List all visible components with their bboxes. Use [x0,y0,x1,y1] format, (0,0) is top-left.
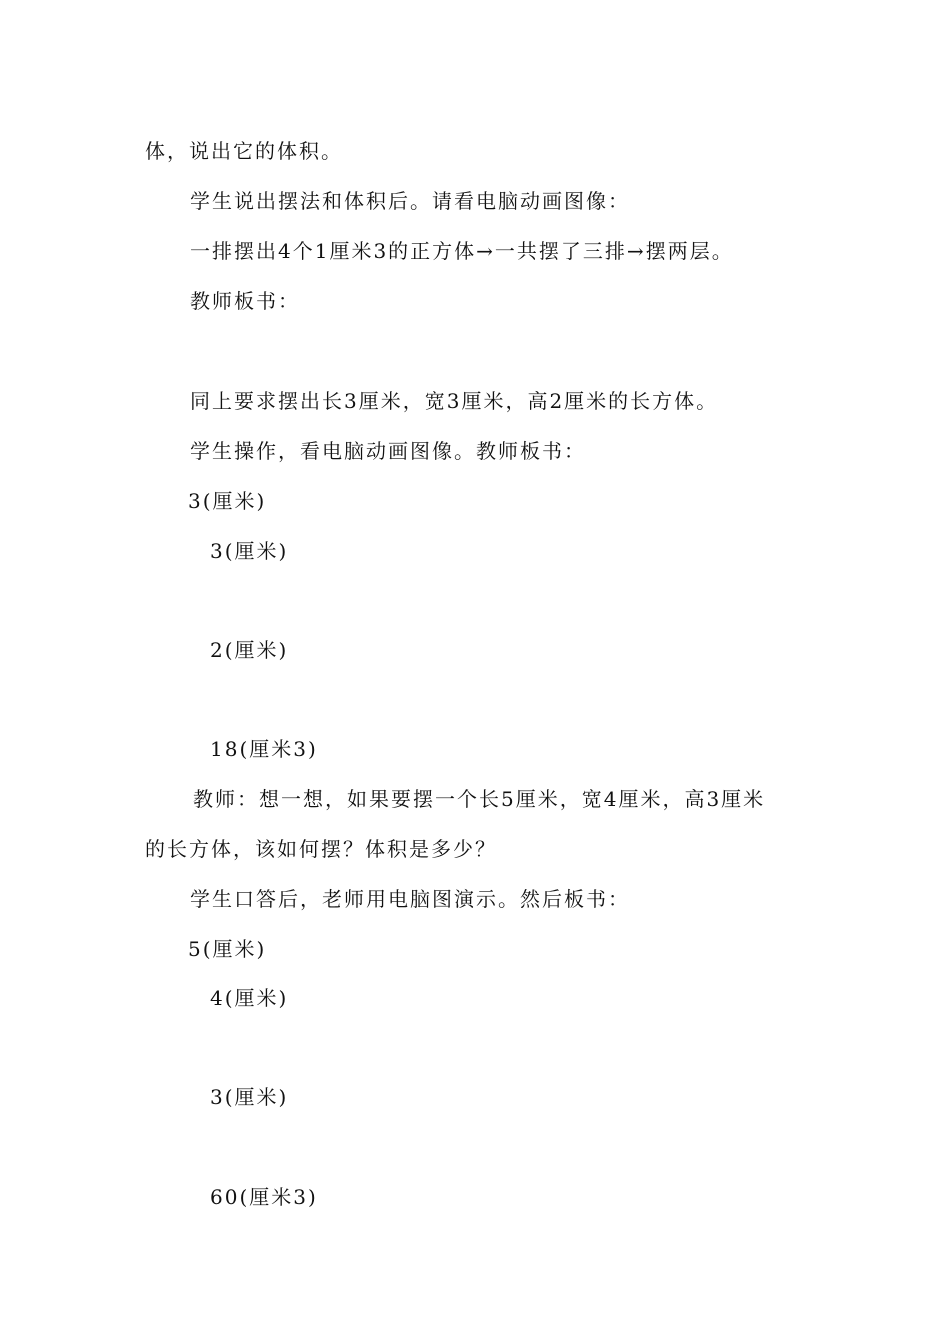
board-volume-1: 18(厘米3) [210,737,318,761]
board-length-2: 5(厘米) [188,937,267,961]
board-width-1: 3(厘米) [210,539,289,563]
paragraph-cuboid-task: 同上要求摆出长3厘米，宽3厘米，高2厘米的长方体。 [190,389,719,413]
board-length-1: 3(厘米) [188,489,267,513]
board-height-1: 2(厘米) [210,638,289,662]
paragraph-animation-steps: 一排摆出4个1厘米3的正方体→一共摆了三排→摆两层。 [190,239,734,263]
paragraph-student-arrangement: 学生说出摆法和体积后。请看电脑动画图像： [190,189,630,213]
board-height-2: 3(厘米) [210,1085,289,1109]
paragraph-continuation: 体，说出它的体积。 [145,139,343,163]
board-volume-2: 60(厘米3) [210,1185,318,1209]
paragraph-student-answer: 学生口答后，老师用电脑图演示。然后板书： [190,887,630,911]
paragraph-teacher-question-cont: 的长方体，该如何摆？体积是多少？ [145,837,497,861]
paragraph-board-writing: 教师板书： [190,289,300,313]
board-width-2: 4(厘米) [210,986,289,1010]
paragraph-teacher-question: 教师：想一想，如果要摆一个长5厘米，宽4厘米，高3厘米 [193,787,766,811]
paragraph-student-operation: 学生操作，看电脑动画图像。教师板书： [190,439,586,463]
